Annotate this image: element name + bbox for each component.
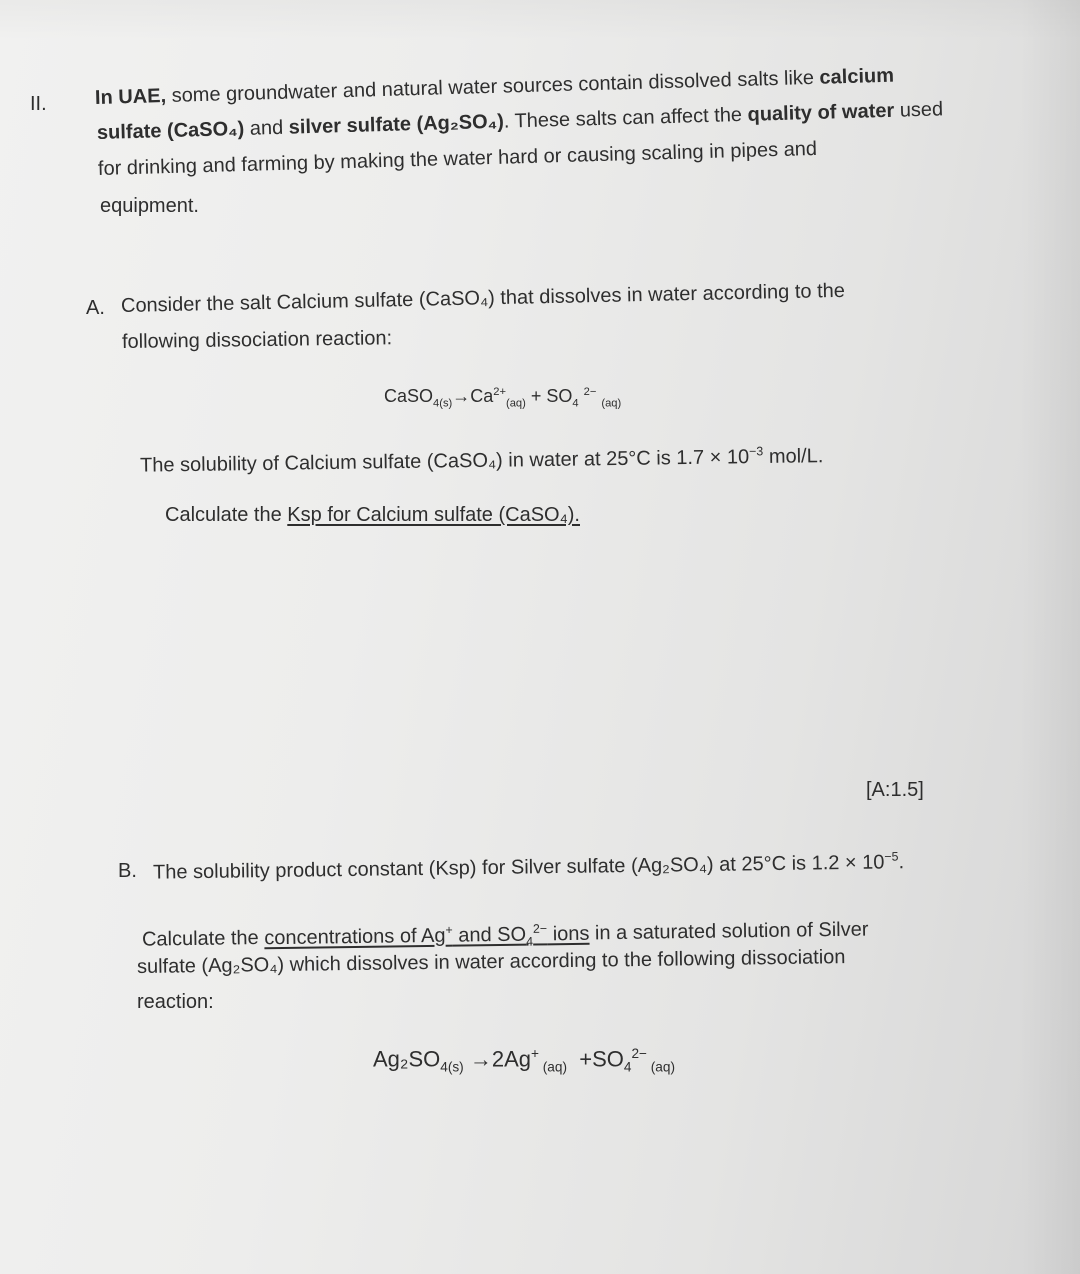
part-b-equation: $Ag_2SO_{4(s)} \to 2Ag^+$ $_{(aq)} +SO_4^{2-}$ $_{(aq)}$: [373, 1046, 675, 1075]
page-shadow-top: [0, 0, 1080, 40]
page-shadow: [1020, 0, 1080, 1274]
intro-line-1: In UAE, some groundwater and natural water sources contain dissolved salts like calcium: [94, 64, 895, 109]
part-a-line-2: following dissociation reaction:: [121, 327, 393, 353]
part-a-task: Calculate the Ksp for Calcium sulfate (CaSO₄).: [165, 504, 580, 526]
part-b-line-4: reaction:: [137, 991, 214, 1013]
part-a-marker: A.: [86, 297, 105, 319]
part-a-solubility: The solubility of Calcium sulfate (CaSO₄) in water at 25°C is $1.7 \times 10^{-3}$ mol/L.: [139, 444, 824, 477]
part-b-line-2: Calculate the concentrations of Ag+ and $SO_4^{2-}$ ions in a saturated solution of Silver: [141, 918, 869, 951]
part-b-marker: B.: [118, 860, 137, 882]
part-a-marks: [A:1.5]: [866, 779, 924, 801]
part-a-equation: $CaSO_{4(s)}\to Ca^{2+}_{(aq)} + SO_4$ $^{2-}$ $_{(aq)}$: [384, 386, 622, 410]
intro-line-4: equipment.: [100, 195, 199, 217]
intro-line-2: sulfate (CaSO₄) and silver sulfate (Ag₂SO₄). These salts can affect the quality of water used: [96, 98, 944, 144]
intro-line-3: for drinking and farming by making the water hard or causing scaling in pipes and: [97, 137, 818, 180]
part-a-line-1: Consider the salt Calcium sulfate (CaSO₄) that dissolves in water according to the: [120, 279, 846, 317]
part-b-line-1: The solubility product constant (Ksp) for Silver sulfate (Ag₂SO₄) at 25°C is $1.2 \times 10^{-5}$.: [152, 849, 905, 884]
part-b-line-3: sulfate (Ag₂SO₄) which dissolves in water according to the following dissociation: [136, 946, 846, 978]
section-number: II.: [30, 93, 47, 115]
